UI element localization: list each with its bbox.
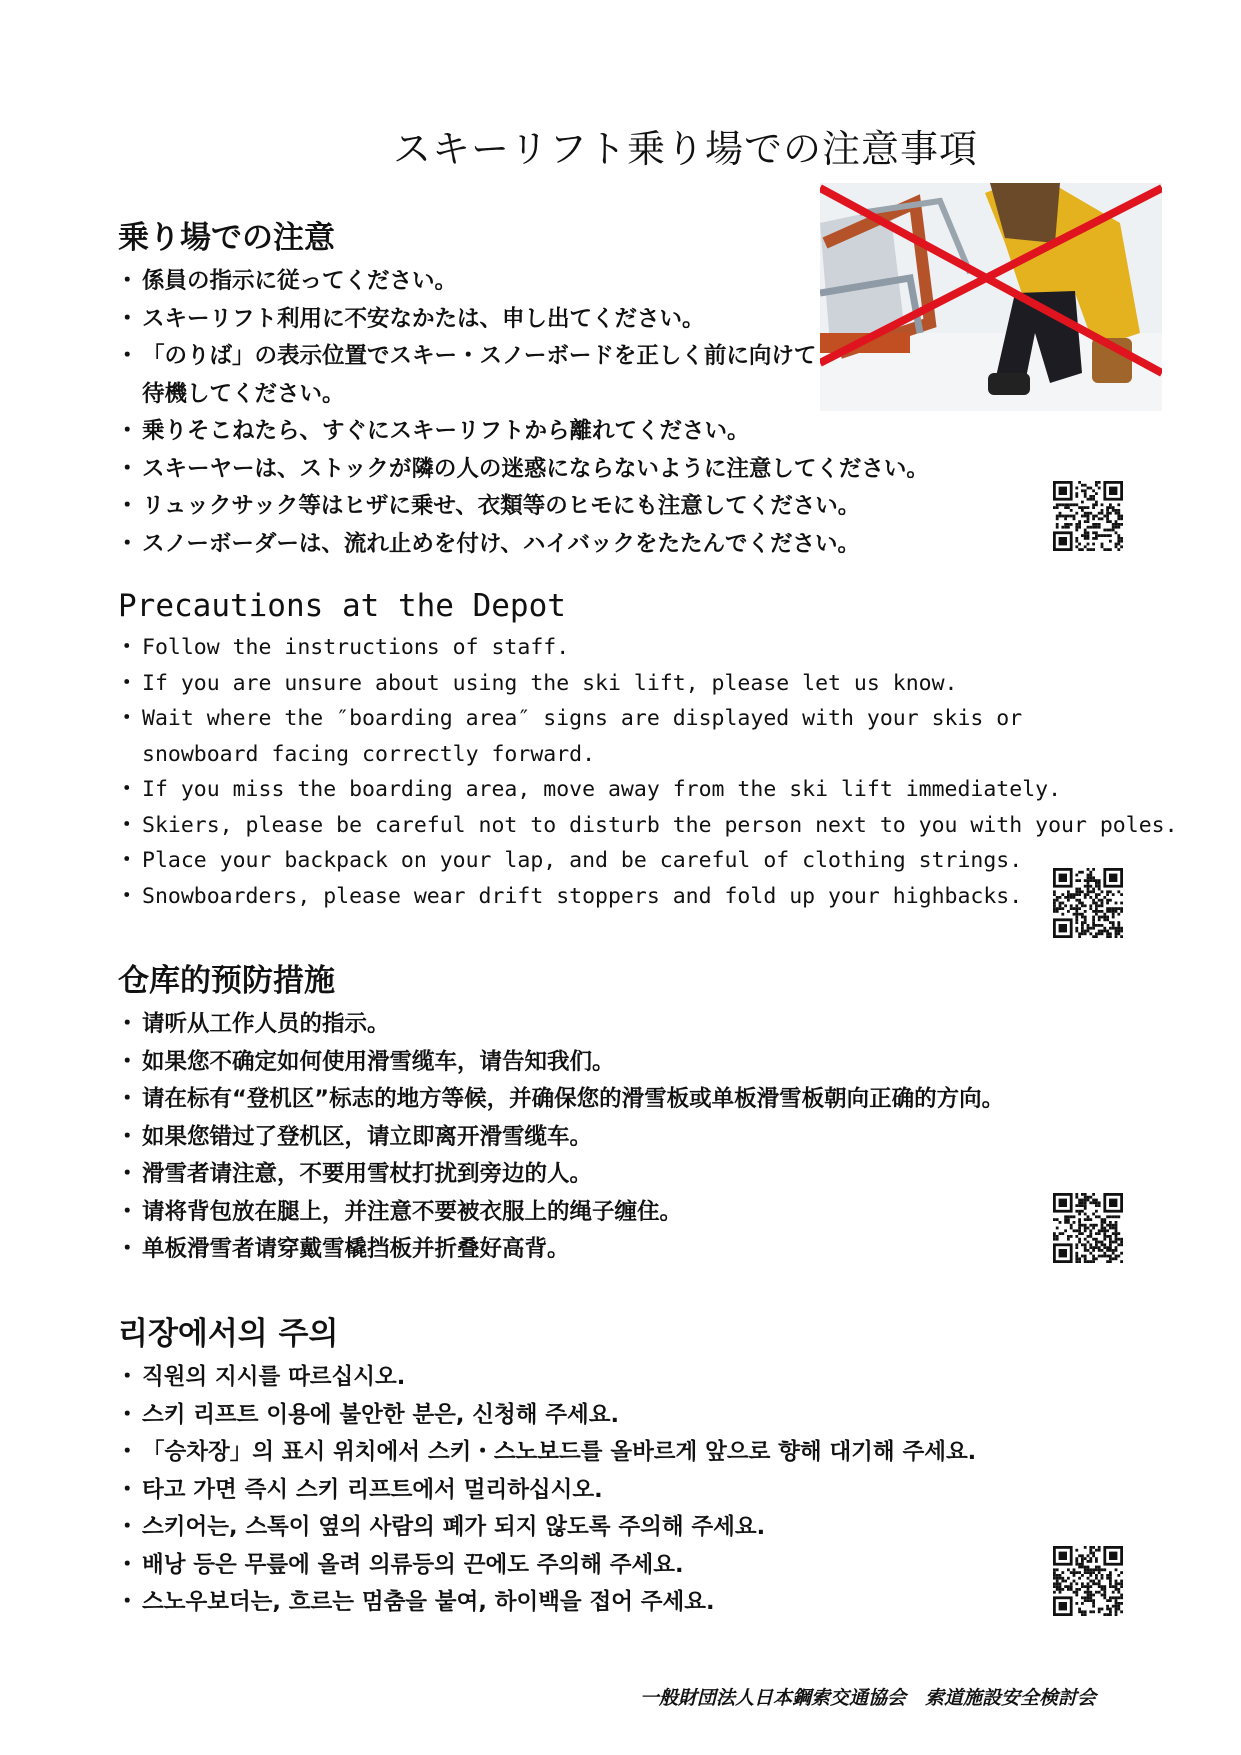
section-english — [118, 588, 1178, 914]
section-heading-chinese: 仓库的预防措施 — [118, 963, 335, 999]
list-item: ・ 스키 리프트 이용에 불안한 분은, 신청해 주세요. — [118, 1397, 976, 1435]
list-item: ・ Wait where the ″boarding area″ signs are displayed with your skis or snowboard facing correctly forward. — [118, 701, 1142, 772]
list-item: ・ 스노우보더는, 흐르는 멈춤을 붙여, 하이백을 접어 주세요. — [118, 1584, 976, 1622]
list-item: ・ 「のりば」の表示位置でスキー・スノーボードを正しく前に向けて待機してください。 — [118, 338, 832, 413]
list-item: ・ 乗りそこねたら、すぐにスキーリフトから離れてください。 — [118, 413, 929, 451]
list-item: ・ スノーボーダーは、流れ止めを付け、ハイバックをたたんでください。 — [118, 526, 929, 564]
list-item: ・ リュックサック等はヒザに乗せ、衣類等のヒモにも注意してください。 — [118, 488, 929, 526]
footer-organization: 一般財団法人日本鋼索交通協会 索道施設安全検討会 — [639, 1687, 1096, 1709]
list-item: ・ 타고 가면 즉시 스키 리프트에서 멀리하십시오. — [118, 1472, 976, 1510]
list-item: ・ 如果您不确定如何使用滑雪缆车，请告知我们。 — [118, 1044, 1004, 1082]
list-item: ・ If you are unsure about using the ski lift, please let us know. — [118, 666, 1178, 702]
list-item: ・ 如果您错过了登机区，请立即离开滑雪缆车。 — [118, 1119, 1004, 1157]
list-item: ・ Place your backpack on your lap, and be careful of clothing strings. — [118, 843, 1178, 879]
list-item: ・ 滑雪者请注意，不要用雪杖打扰到旁边的人。 — [118, 1156, 1004, 1194]
list-item: ・ Snowboarders, please wear drift stoppers and fold up your highbacks. — [118, 879, 1178, 915]
list-item: ・ 배낭 등은 무릎에 올려 의류등의 끈에도 주의해 주세요. — [118, 1547, 976, 1585]
list-item: ・ スキーヤーは、ストックが隣の人の迷惑にならないように注意してください。 — [118, 451, 929, 489]
page-title: スキーリフト乗り場での注意事項 — [392, 127, 978, 171]
section-korean — [118, 1308, 976, 1622]
list-item: ・ 스키어는, 스톡이 옆의 사람의 폐가 되지 않도록 주의해 주세요. — [118, 1509, 976, 1547]
qr-code-icon[interactable] — [1053, 868, 1123, 938]
list-item: ・ 请听从工作人员的指示。 — [118, 1006, 1004, 1044]
list-item: ・ 请在标有“登机区”标志的地方等候，并确保您的滑雪板或单板滑雪板朝向正确的方向。 — [118, 1081, 1004, 1119]
qr-code-icon[interactable] — [1053, 1546, 1123, 1616]
list-item: ・ If you miss the boarding area, move away from the ski lift immediately. — [118, 772, 1178, 808]
list-item: ・ Follow the instructions of staff. — [118, 630, 1178, 666]
section-japanese — [118, 212, 929, 563]
section-heading-japanese: 乗り場での注意 — [118, 220, 335, 256]
list-item: ・ スキーリフト利用に不安なかたは、申し出てください。 — [118, 301, 929, 339]
list-item: ・ 请将背包放在腿上，并注意不要被衣服上的绳子缠住。 — [118, 1194, 1004, 1232]
qr-code-icon[interactable] — [1053, 481, 1123, 551]
section-heading-korean: 리장에서의 주의 — [118, 1316, 339, 1352]
list-item: ・ 係員の指示に従ってください。 — [118, 263, 929, 301]
list-item: ・ 单板滑雪者请穿戴雪橇挡板并折叠好高背。 — [118, 1231, 1004, 1269]
section-heading-english: Precautions at the Depot — [118, 588, 566, 624]
list-item: ・ Skiers, please be careful not to disturb the person next to you with your poles. — [118, 808, 1178, 844]
list-item: ・ 「승차장」의 표시 위치에서 스키・스노보드를 올바르게 앞으로 향해 대기해 주세요. — [118, 1434, 976, 1472]
section-chinese — [118, 955, 1004, 1269]
qr-code-icon[interactable] — [1053, 1193, 1123, 1263]
list-item: ・ 직원의 지시를 따르십시오. — [118, 1359, 976, 1397]
